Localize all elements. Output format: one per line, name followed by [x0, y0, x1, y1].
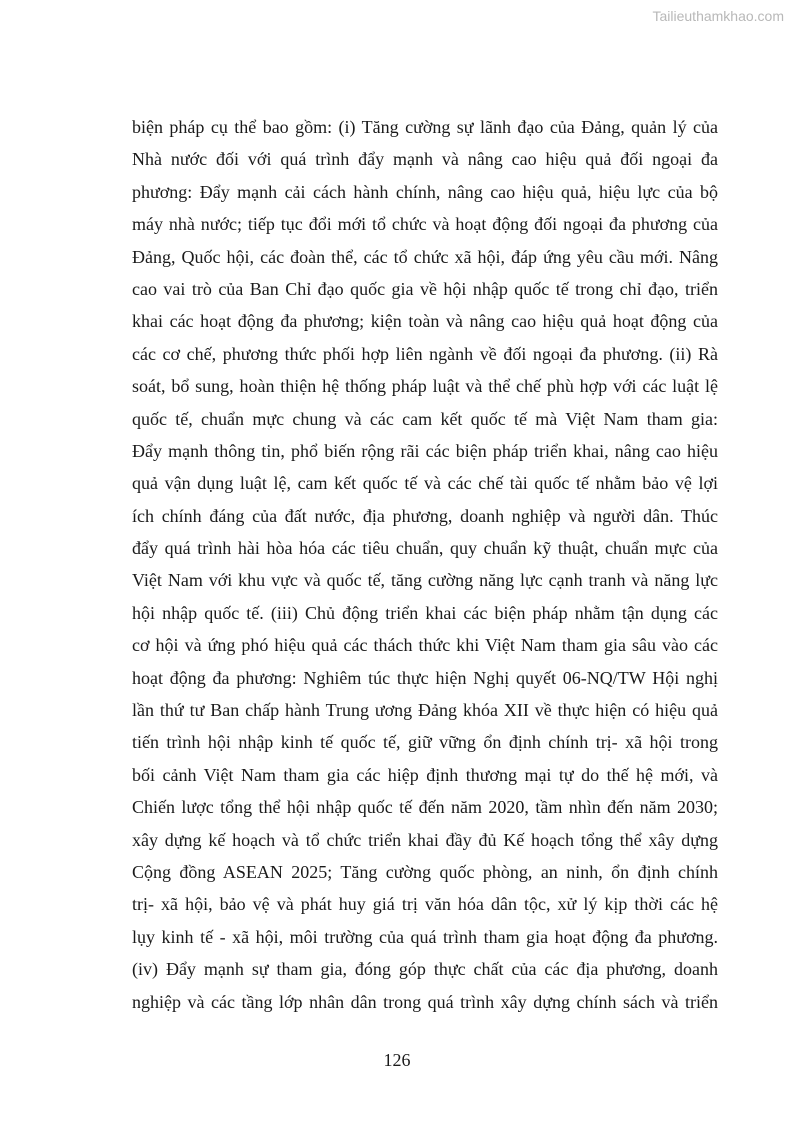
- text-line: ích chính đáng của đất nước, địa phương, doanh nghiệp và người dân. Thúc: [132, 505, 718, 526]
- text-line: Nhà nước đối với quá trình đẩy mạnh và nâng cao hiệu quả đối ngoại đa: [132, 149, 718, 170]
- text-line: hội nhập quốc tế. (iii) Chủ động triển khai các biện pháp nhằm tận dụng các: [132, 602, 718, 623]
- text-line: Chiến lược tổng thể hội nhập quốc tế đến năm 2020, tầm nhìn đến năm 2030;: [132, 797, 718, 818]
- text-line: cơ hội và ứng phó hiệu quả các thách thức khi Việt Nam tham gia sâu vào các: [132, 635, 718, 656]
- text-line: tiến trình hội nhập kinh tế quốc tế, giữ vững ổn định chính trị- xã hội trong: [132, 732, 718, 753]
- page-number: 126: [383, 1050, 411, 1070]
- text-line: hoạt động đa phương: Nghiêm túc thực hiện Nghị quyết 06-NQ/TW Hội nghị: [132, 667, 718, 688]
- text-line: biện pháp cụ thể bao gồm: (i) Tăng cường sự lãnh đạo của Đảng, quản lý của: [132, 117, 718, 137]
- text-line: lụy kinh tế - xã hội, môi trường của quá trình tham gia hoạt động đa phương.: [132, 926, 718, 947]
- text-line: quả vận dụng luật lệ, cam kết quốc tế và các chế tài quốc tế nhằm bảo vệ lợi: [132, 473, 718, 494]
- text-line: Việt Nam với khu vực và quốc tế, tăng cường năng lực cạnh tranh và năng lực: [132, 570, 718, 591]
- text-line: Cộng đồng ASEAN 2025; Tăng cường quốc phòng, an ninh, ổn định chính: [132, 861, 718, 882]
- text-line: Đẩy mạnh thông tin, phổ biến rộng rãi các biện pháp triển khai, nâng cao hiệu: [132, 440, 718, 461]
- text-line: soát, bổ sung, hoàn thiện hệ thống pháp luật và thể chế phù hợp với các luật lệ: [132, 376, 718, 397]
- text-line: khai các hoạt động đa phương; kiện toàn và nâng cao hiệu quả hoạt động của: [132, 311, 718, 332]
- text-line: cao vai trò của Ban Chỉ đạo quốc gia về hội nhập quốc tế trong chỉ đạo, triển: [132, 278, 718, 299]
- text-line: (iv) Đẩy mạnh sự tham gia, đóng góp thực chất của các địa phương, doanh: [132, 959, 718, 980]
- body-text: [132, 111, 718, 1018]
- text-line: lần thứ tư Ban chấp hành Trung ương Đảng khóa XII về thực hiện có hiệu quả: [132, 700, 718, 721]
- text-line: trị- xã hội, bảo vệ và phát huy giá trị văn hóa dân tộc, xử lý kịp thời các hệ: [132, 894, 718, 915]
- text-line: các cơ chế, phương thức phối hợp liên ngành về đối ngoại đa phương. (ii) Rà: [132, 343, 718, 364]
- text-line: quốc tế, chuẩn mực chung và các cam kết quốc tế mà Việt Nam tham gia:: [132, 408, 718, 429]
- watermark: Tailieuthamkhao.com: [652, 8, 784, 24]
- text-line: nghiệp và các tầng lớp nhân dân trong quá trình xây dựng chính sách và triển: [132, 991, 718, 1012]
- text-line: phương: Đẩy mạnh cải cách hành chính, nâng cao hiệu quả, hiệu lực của bộ: [132, 181, 718, 202]
- text-line: máy nhà nước; tiếp tục đổi mới tổ chức và hoạt động đối ngoại đa phương của: [132, 214, 718, 235]
- text-line: xây dựng kế hoạch và tổ chức triển khai đầy đủ Kế hoạch tổng thể xây dựng: [132, 829, 718, 850]
- text-line: Đảng, Quốc hội, các đoàn thể, các tổ chức xã hội, đáp ứng yêu cầu mới. Nâng: [132, 246, 718, 267]
- text-line: bối cảnh Việt Nam tham gia các hiệp định thương mại tự do thế hệ mới, và: [132, 764, 718, 785]
- text-line: đẩy quá trình hài hòa hóa các tiêu chuẩn, quy chuẩn kỹ thuật, chuẩn mực của: [132, 538, 718, 559]
